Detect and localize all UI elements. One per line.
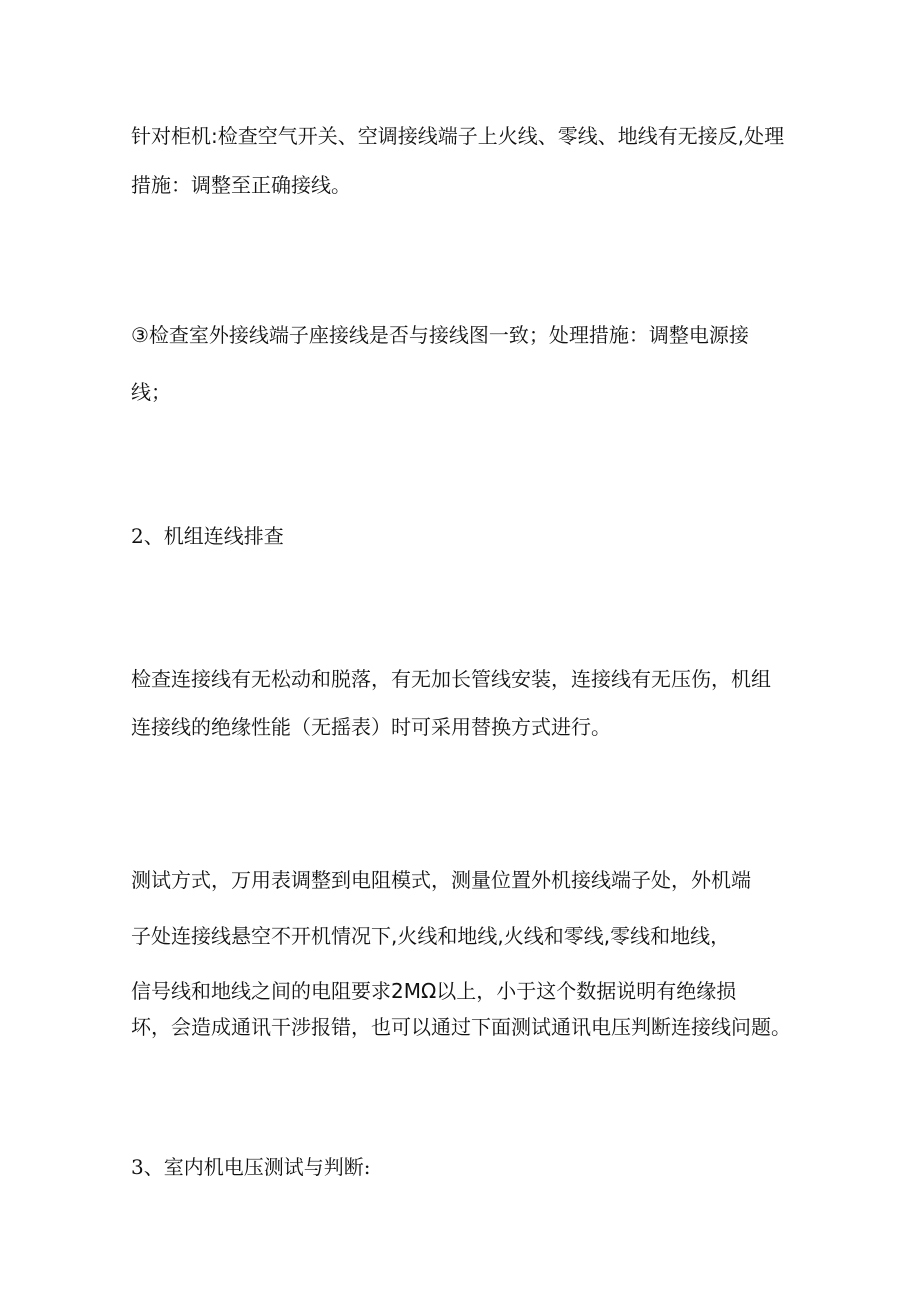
test-paragraph-line-3: 信号线和地线之间的电阻要求2MΩ以上，小于这个数据说明有绝缘损: [131, 979, 737, 1003]
test-paragraph-line-1: 测试方式，万用表调整到电阻模式，测量位置外机接线端子处，外机端: [131, 868, 751, 892]
section-2-heading: 2、机组连线排查: [131, 524, 284, 548]
section-3-heading: 3、室内机电压测试与判断:: [131, 1155, 371, 1179]
test-paragraph-line-2: 子处连接线悬空不开机情况下,火线和地线,火线和零线,零线和地线，: [131, 924, 731, 948]
outdoor-paragraph-line-1: ③检查室外接线端子座接线是否与接线图一致；处理措施：调整电源接: [131, 323, 749, 347]
cabinet-paragraph-line-1: 针对柜机:检查空气开关、空调接线端子上火线、零线、地线有无接反,处理: [131, 124, 785, 148]
connection-paragraph-line-1: 检查连接线有无松动和脱落，有无加长管线安装，连接线有无压伤，机组: [131, 667, 771, 691]
outdoor-paragraph-line-2: 线；: [131, 380, 171, 404]
cabinet-paragraph-line-2: 措施：调整至正确接线。: [131, 173, 351, 197]
test-paragraph-line-4: 坏，会造成通讯干涉报错，也可以通过下面测试通讯电压判断连接线问题。: [131, 1015, 791, 1039]
connection-paragraph-line-2: 连接线的绝缘性能（无摇表）时可采用替换方式进行。: [131, 715, 611, 739]
